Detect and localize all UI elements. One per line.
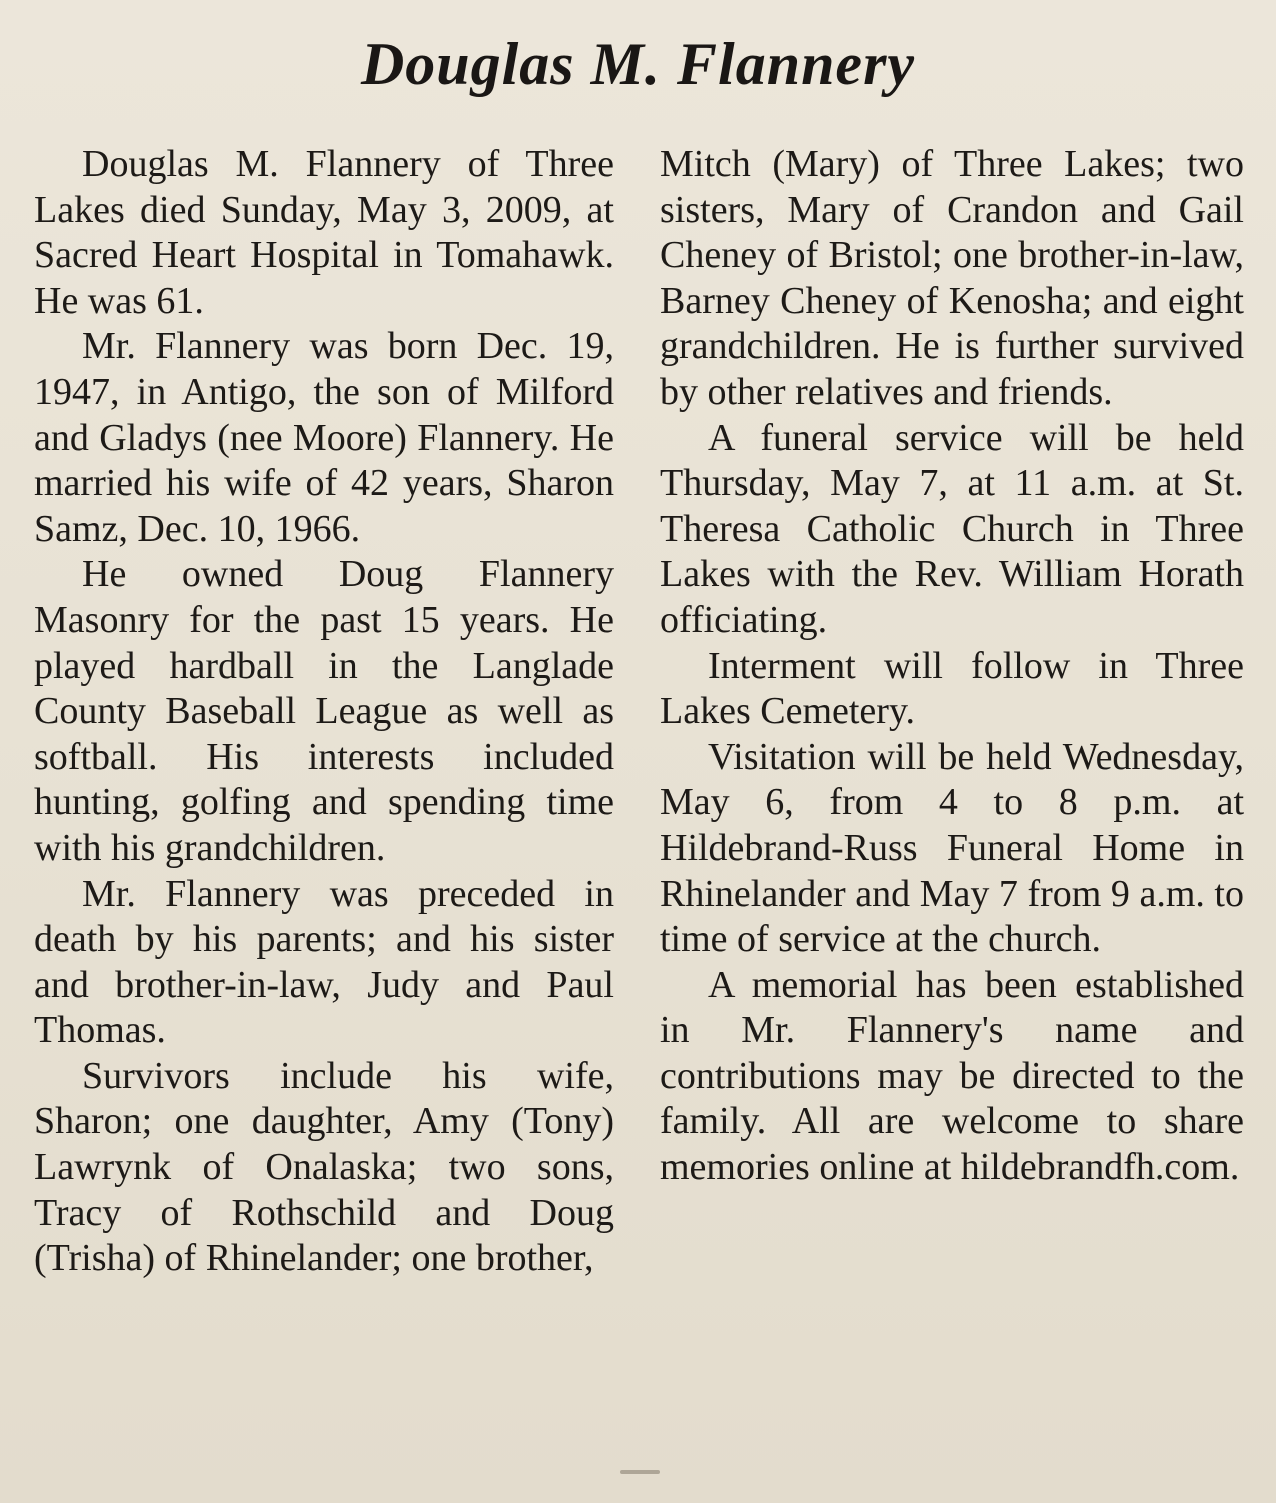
paragraph-interment: Interment will follow in Three Lakes Cemetery. (660, 644, 1244, 733)
paragraph-memorial: A memorial has been established in Mr. Flannery's name and contributions may be directed to the family. All are welcome to share memories online at hildebrandfh.com. (660, 963, 1244, 1189)
paragraph-visitation: Visitation will be held Wednesday, May 6, from 4 to 8 p.m. at Hildebrand-Russ Funeral Home in Rhinelander and May 7 from 9 a.m. to time of service at the church. (660, 735, 1244, 961)
print-smudge (620, 1470, 660, 1474)
right-column (660, 142, 1244, 1191)
paragraph-funeral-service: A funeral service will be held Thursday, May 7, at 11 a.m. at St. Theresa Catholic Church in Three Lakes with the Rev. William Horath officiating. (660, 416, 1244, 641)
left-column (34, 142, 614, 1282)
paragraph-survivors-continued: Mitch (Mary) of Three Lakes; two sisters, Mary of Crandon and Gail Cheney of Bristol; one brother-in-law, Barney Cheney of Kenosha; and eight grandchildren. He is further survived by other relatives and friends. (660, 143, 1244, 413)
paragraph-career-interests: He owned Doug Flannery Masonry for the past 15 years. He played hardball in the Langlade County Baseball League as well as softball. His interests included hunting, golfing and spending time with his grandchildren. (34, 553, 614, 869)
obituary-headline: Douglas M. Flannery (360, 31, 916, 97)
paragraph-death-notice: Douglas M. Flannery of Three Lakes died Sunday, May 3, 2009, at Sacred Heart Hospital in Tomahawk. He was 61. (34, 143, 614, 322)
paragraph-survivors: Survivors include his wife, Sharon; one daughter, Amy (Tony) Lawrynk of Onalaska; two sons, Tracy of Rothschild and Doug (Trisha) of Rhinelander; one brother, (34, 1054, 614, 1280)
paragraph-preceded-in-death: Mr. Flannery was preceded in death by his parents; and his sister and brother-in-law, Judy and Paul Thomas. (34, 872, 614, 1052)
paragraph-birth-marriage: Mr. Flannery was born Dec. 19, 1947, in Antigo, the son of Milford and Gladys (nee Moore) Flannery. He married his wife of 42 years, Sharon Samz, Dec. 10, 1966. (34, 325, 614, 550)
